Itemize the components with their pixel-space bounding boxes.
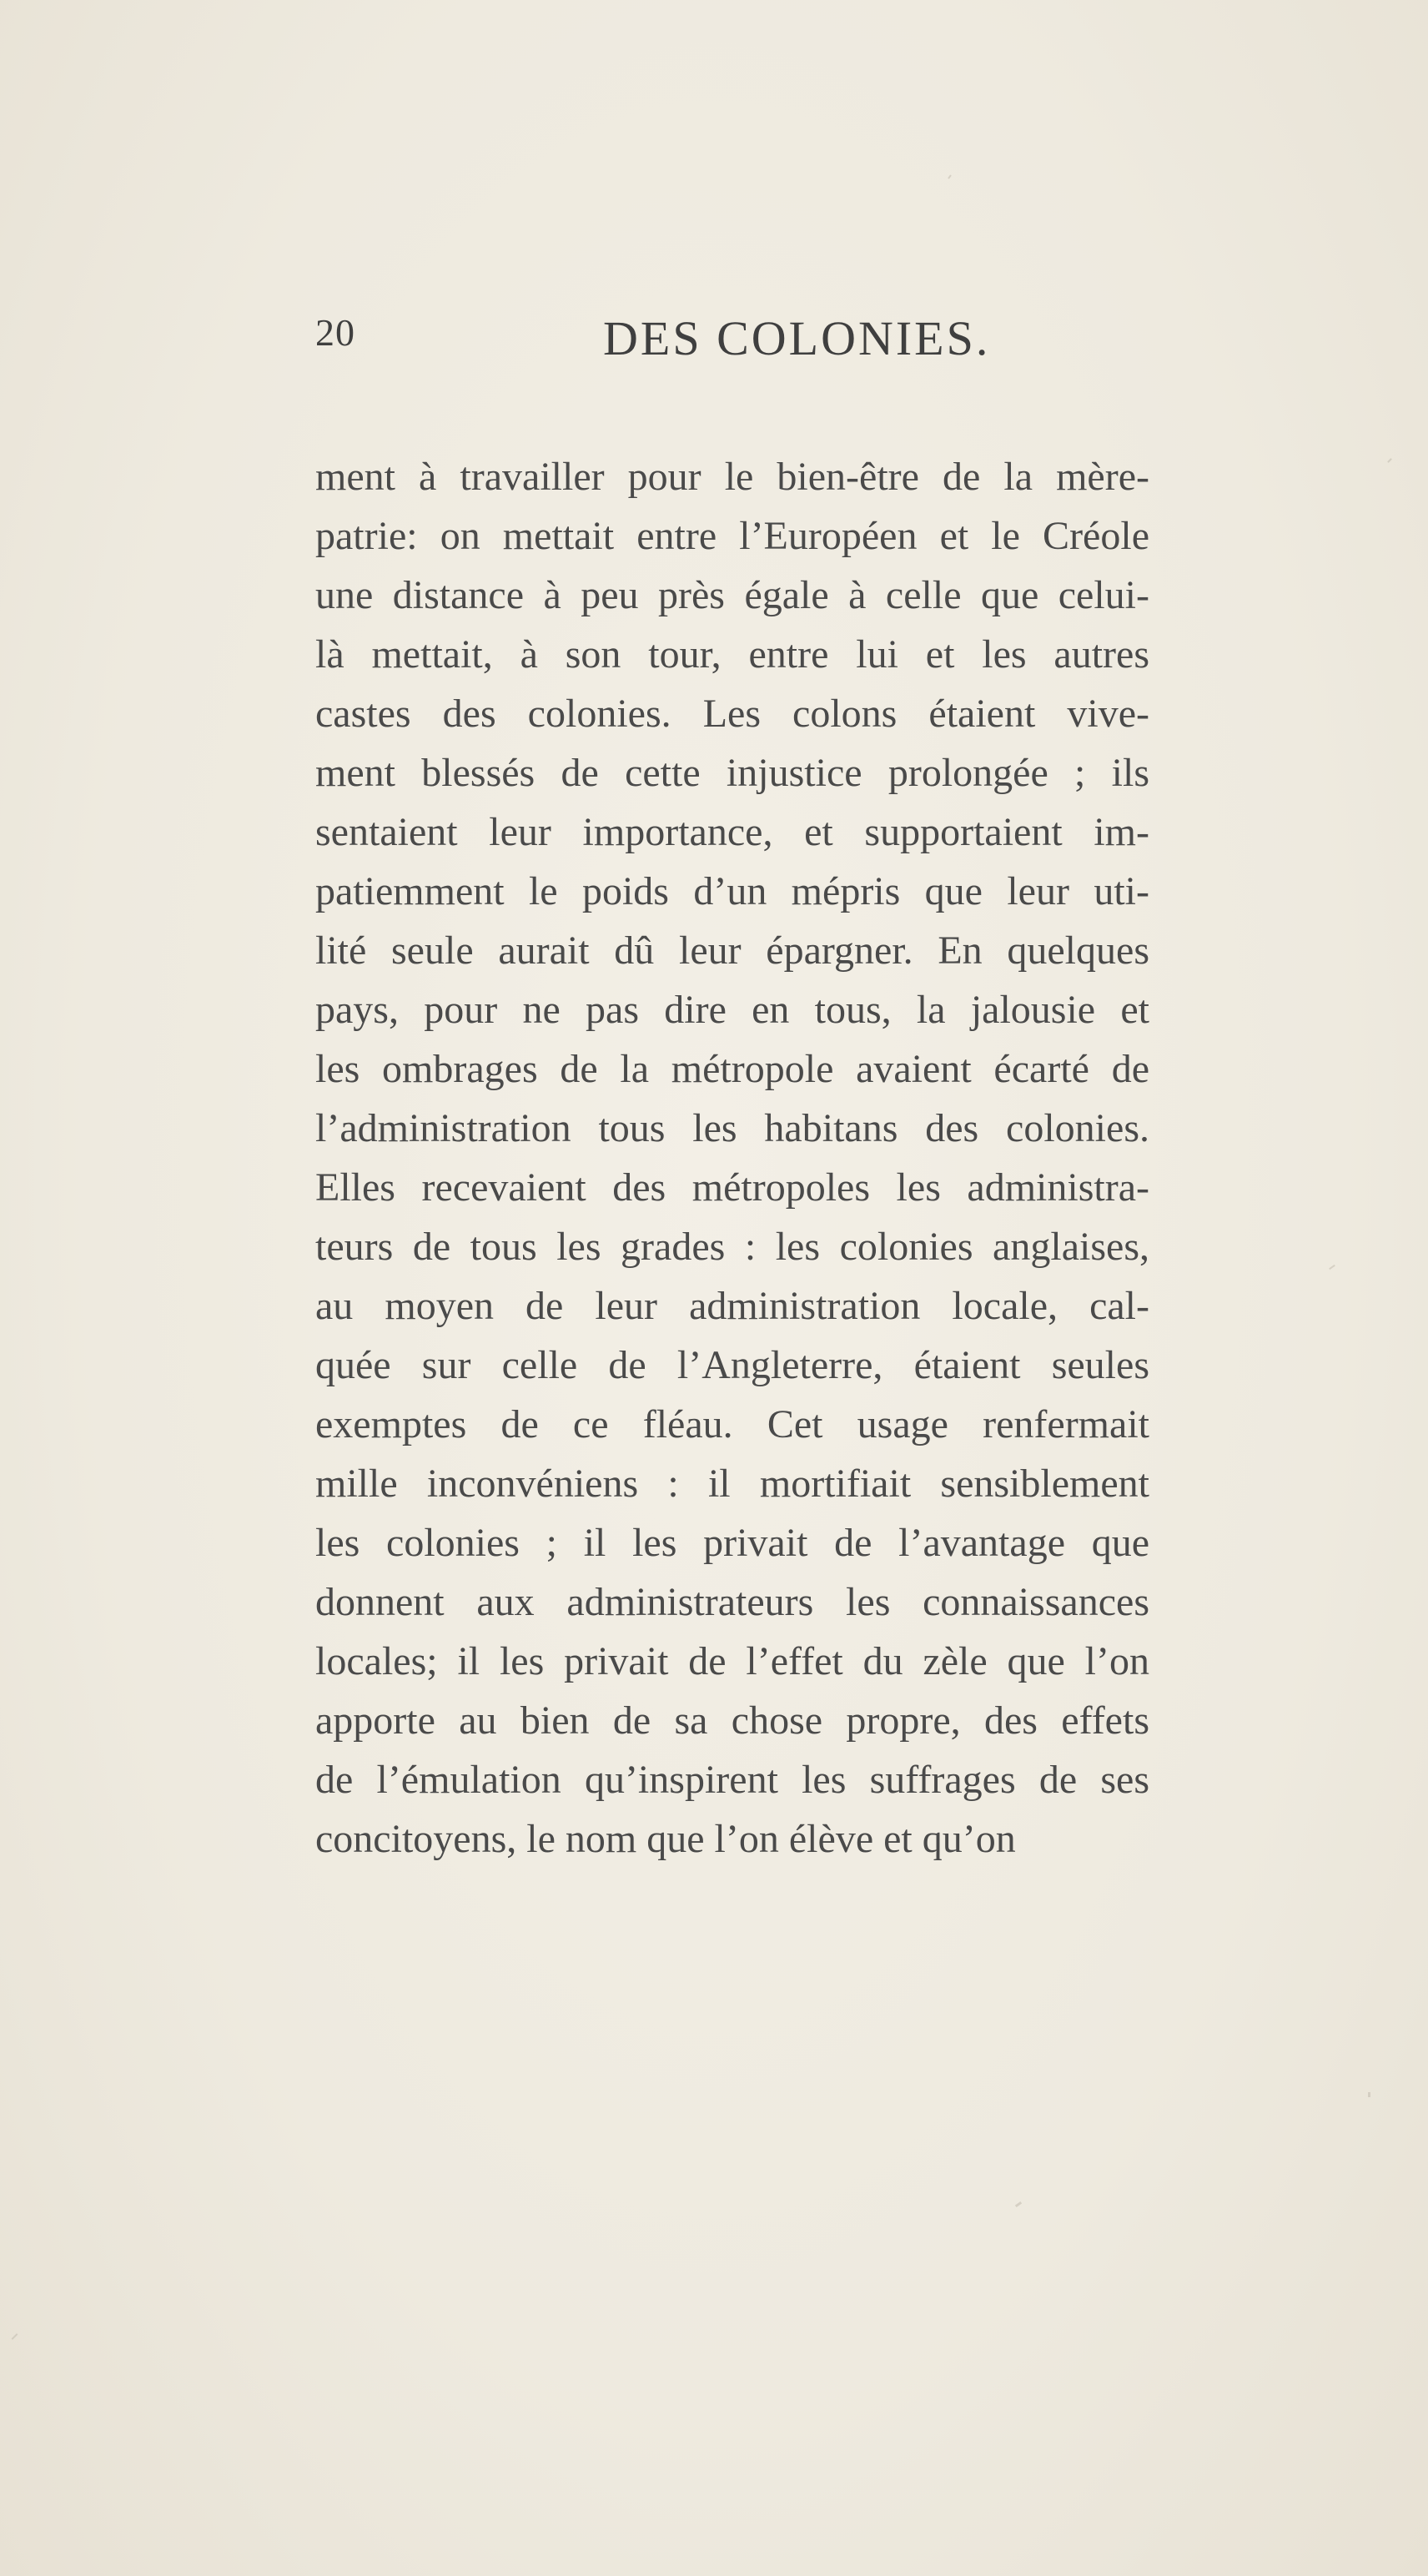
text-line: lité seule aurait dû leur épargner. En quelques xyxy=(315,928,1149,973)
text-line: les colonies ; il les privait de l’avantage que xyxy=(315,1521,1149,1565)
text-line: mille inconvéniens : il mortifiait sensiblement xyxy=(315,1462,1149,1506)
text-line: concitoyens, le nom que l’on élève et qu’on xyxy=(315,1817,1016,1861)
text-line: exemptes de ce fléau. Cet usage renfermait xyxy=(315,1402,1149,1446)
text-line: donnent aux administrateurs les connaissances xyxy=(315,1580,1149,1624)
text-line: là mettait, à son tour, entre lui et les autres xyxy=(315,632,1149,677)
text-line: patiemment le poids d’un mépris que leur uti- xyxy=(315,869,1149,913)
text-line: sentaient leur importance, et supportaient im- xyxy=(315,810,1149,854)
page-header xyxy=(315,310,1133,377)
text-line: une distance à peu près égale à celle que celui- xyxy=(315,573,1149,617)
running-title: DES COLONIES. xyxy=(603,311,991,365)
page-number: 20 xyxy=(315,311,355,354)
paper-speck xyxy=(948,174,952,179)
text-line: castes des colonies. Les colons étaient vive- xyxy=(315,692,1149,736)
text-line: pays, pour ne pas dire en tous, la jalousie et xyxy=(315,988,1149,1032)
text-line: locales; il les privait de l’effet du zèle que l’on xyxy=(315,1639,1149,1683)
paper-speck xyxy=(1387,458,1392,463)
text-line: teurs de tous les grades : les colonies anglaises, xyxy=(315,1225,1149,1269)
text-line: apporte au bien de sa chose propre, des effets xyxy=(315,1698,1149,1743)
body-text xyxy=(315,447,1149,1869)
text-line: ment blessés de cette injustice prolongée ; ils xyxy=(315,751,1149,795)
text-line: ment à travailler pour le bien-être de la mère- xyxy=(315,455,1149,499)
text-line: Elles recevaient des métropoles les administra- xyxy=(315,1165,1149,1210)
text-line: les ombrages de la métropole avaient écarté de xyxy=(315,1047,1149,1091)
text-line: au moyen de leur administration locale, cal- xyxy=(315,1284,1149,1328)
paper-speck xyxy=(1368,2092,1370,2097)
text-line: quée sur celle de l’Angleterre, étaient seules xyxy=(315,1343,1149,1387)
paper-speck xyxy=(1015,2201,1022,2207)
text-line: l’administration tous les habitans des colonies. xyxy=(315,1106,1149,1150)
paper-speck xyxy=(1329,1265,1335,1270)
text-line: patrie: on mettait entre l’Européen et le Créole xyxy=(315,514,1149,558)
text-line: de l’émulation qu’inspirent les suffrages de ses xyxy=(315,1758,1149,1802)
paper-speck xyxy=(12,2333,18,2340)
